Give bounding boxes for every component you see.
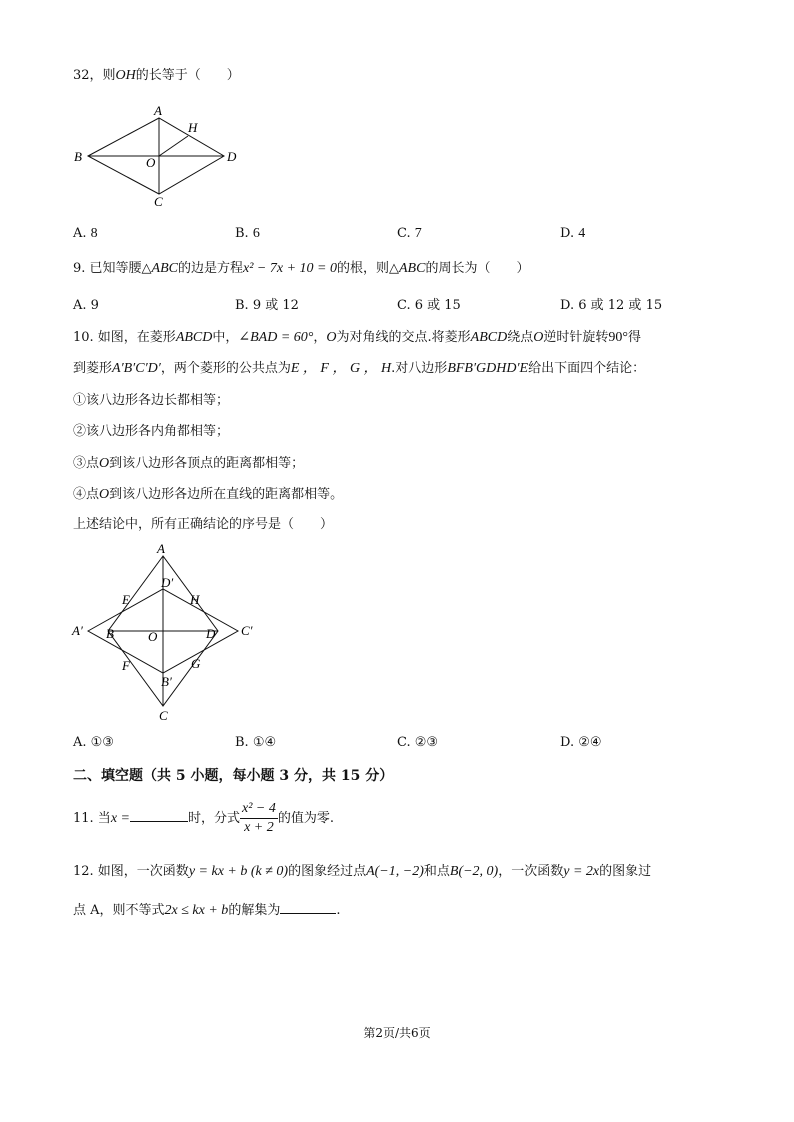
segment-oh <box>159 136 188 156</box>
q10-question: 上述结论中，所有正确结论的序号是（ ） <box>73 517 334 532</box>
label-c1: C′ <box>241 623 253 638</box>
q8-stem: 32，则OH的长等于（ ） <box>73 68 240 83</box>
label-a1: A′ <box>72 623 83 638</box>
q10-stem-line1: 10. 如图，在菱形ABCD中，∠BAD = 60°，O为对角线的交点.将菱形ABCD绕点O逆时针旋转90°得 <box>73 330 642 345</box>
q10-option-a[interactable]: A. ①③ <box>73 735 114 750</box>
q10-conclusion-4: ④点O到该八边形各边所在直线的距离都相等。 <box>73 487 344 502</box>
q10-conclusion-1: ①该八边形各边长都相等； <box>73 393 230 408</box>
label-a: A <box>157 541 165 556</box>
q9-option-d[interactable]: D. 6 或 12 或 15 <box>560 298 663 313</box>
q10-rotated-rhombus-diagram <box>68 540 268 725</box>
label-d1: D′ <box>161 575 174 590</box>
label-b: B <box>74 149 82 164</box>
label-f: F <box>122 658 130 673</box>
q10-conclusion-2: ②该八边形各内角都相等； <box>73 424 230 439</box>
label-a: A <box>154 103 162 118</box>
q10-stem-line2: 到菱形A′B′C′D′，两个菱形的公共点为E ， F ， G ， H.对八边形BFB′GDHD′E给出下面四个结论： <box>73 361 646 376</box>
label-c: C <box>159 708 168 723</box>
label-g: G <box>191 656 201 671</box>
q8-rhombus-diagram <box>70 100 250 210</box>
label-b: B <box>106 626 114 641</box>
label-d: D <box>227 149 237 164</box>
label-h: H <box>188 120 198 135</box>
label-o: O <box>146 155 156 170</box>
label-d: D <box>206 626 216 641</box>
q9-option-b[interactable]: B. 9 或 12 <box>235 298 299 313</box>
q8-option-a[interactable]: A. 8 <box>73 226 98 241</box>
q11-stem: 11. 当x = 时，分式 $\frac{\text{x² − 4}}{x + 2}$ 的值为零. <box>73 801 334 835</box>
q12-stem-line1: 12. 如图，一次函数y = kx + b (k ≠ 0)的图象经过点A(−1, −2)和点B(−2, 0)，一次函数y = 2x的图象过 <box>73 864 652 879</box>
q9-option-a[interactable]: A. 9 <box>73 298 99 313</box>
section-heading: 二、填空题（共 5 小题，每小题 3 分，共 15 分） <box>73 768 394 784</box>
q11-answer-blank[interactable] <box>130 809 188 822</box>
label-h: H <box>190 592 200 607</box>
q9-stem: 9. 已知等腰△ABC的边是方程x² − 7x + 10 = 0的根，则△ABC的周长为（ ） <box>73 261 530 276</box>
q11-fraction: $\frac{\text{x² − 4}}{x + 2}$ <box>242 801 276 835</box>
label-c: C <box>154 194 163 209</box>
q9-option-c[interactable]: C. 6 或 15 <box>397 298 461 313</box>
label-b1: B′ <box>161 674 172 689</box>
page-footer: 第2页/共6页 <box>363 1026 431 1040</box>
q10-option-b[interactable]: B. ①④ <box>235 735 277 750</box>
label-o: O <box>148 629 158 644</box>
q12-answer-blank[interactable] <box>280 901 336 914</box>
q10-option-c[interactable]: C. ②③ <box>397 735 439 750</box>
q12-stem-line2: 点 A，则不等式2x ≤ kx + b的解集为 . <box>73 903 341 918</box>
q8-option-c[interactable]: C. 7 <box>397 226 422 241</box>
q10-option-d[interactable]: D. ②④ <box>560 735 602 750</box>
label-e: E <box>122 592 130 607</box>
q10-conclusion-3: ③点O到该八边形各顶点的距离都相等； <box>73 456 305 471</box>
q8-option-b[interactable]: B. 6 <box>235 226 260 241</box>
q8-option-d[interactable]: D. 4 <box>560 226 586 241</box>
